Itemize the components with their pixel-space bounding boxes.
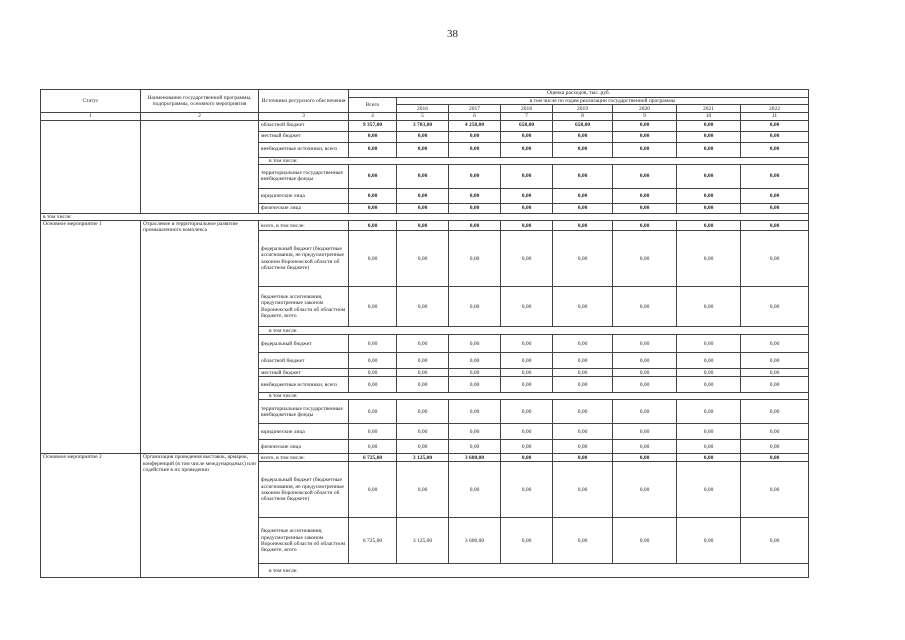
- row-value: 0,00: [613, 131, 677, 142]
- row-value: 0,00: [613, 120, 677, 131]
- row-value: 0,00: [501, 377, 553, 393]
- row-value: 0,00: [741, 287, 809, 327]
- in-that-number-label: в том числе:: [41, 213, 809, 220]
- row-value: 0,00: [349, 335, 397, 353]
- row-value: 0,00: [677, 353, 741, 369]
- row-source: всего, в том числе:: [259, 454, 349, 462]
- row-value: 0,00: [677, 369, 741, 377]
- row-value: 0,00: [553, 454, 613, 462]
- row-value: 0,00: [349, 221, 397, 231]
- row-value: 0,00: [613, 440, 677, 454]
- table-row: [41, 213, 809, 220]
- row-source: федеральный бюджет: [259, 335, 349, 353]
- column-number: 7: [501, 113, 553, 120]
- row-value: 0,00: [613, 231, 677, 287]
- measure2-status: Основное мероприятие 2: [41, 454, 141, 578]
- row-value: 0,00: [677, 424, 741, 440]
- column-number: 11: [741, 113, 809, 120]
- column-number: 8: [553, 113, 613, 120]
- row-value: 0,00: [501, 518, 553, 564]
- row-value: 0,00: [741, 440, 809, 454]
- row-value: 0,00: [741, 462, 809, 518]
- row-value: 0,00: [741, 164, 809, 188]
- row-value: 0,00: [677, 400, 741, 424]
- row-value: 0,00: [449, 231, 501, 287]
- row-value: 3 125,00: [397, 518, 449, 564]
- row-value: 0,00: [553, 287, 613, 327]
- row-source: территориальные государственные внебюджетные фонды: [259, 164, 349, 188]
- row-value: 0,00: [613, 454, 677, 462]
- row-value: 0,00: [349, 231, 397, 287]
- row-value: 0,00: [501, 424, 553, 440]
- table-row: [41, 221, 809, 231]
- budget-table: [40, 89, 809, 578]
- measure1-status: Основное мероприятие 1: [41, 221, 141, 454]
- header-by-years: в том числе по годам реализации государственной программы: [397, 98, 809, 105]
- row-value: 658,00: [501, 120, 553, 131]
- row-source: юридические лица: [259, 424, 349, 440]
- row-source: бюджетные ассигнования, предусмотренные законом Воронежской области об областном бюджете, всего: [259, 287, 349, 327]
- row-value: 0,00: [501, 400, 553, 424]
- row-value: 9 357,00: [349, 120, 397, 131]
- row-value: 0,00: [613, 518, 677, 564]
- row-value: 0,00: [349, 377, 397, 393]
- row-value: 0,00: [613, 369, 677, 377]
- row-value: 0,00: [741, 454, 809, 462]
- column-number: 3: [259, 113, 349, 120]
- row-value: 0,00: [397, 203, 449, 213]
- row-value: 0,00: [349, 164, 397, 188]
- header-year: 2016: [397, 105, 449, 113]
- row-source: в том числе:: [259, 157, 809, 164]
- row-value: 0,00: [613, 142, 677, 157]
- row-source: бюджетные ассигнования, предусмотренные законом Воронежской области об областном бюджете, всего: [259, 518, 349, 564]
- row-value: 3 600,00: [449, 454, 501, 462]
- row-value: 0,00: [741, 353, 809, 369]
- row-value: 0,00: [741, 231, 809, 287]
- row-value: 0,00: [349, 400, 397, 424]
- row-value: 0,00: [501, 142, 553, 157]
- row-value: 0,00: [677, 440, 741, 454]
- row-value: 0,00: [449, 424, 501, 440]
- status-cell-continued: [41, 120, 141, 213]
- header-year: 2019: [553, 105, 613, 113]
- measure2-name: Организация проведения выставок, ярмарок, конференций (в том числе международных) или содействие в их проведении: [141, 454, 259, 578]
- column-number: 9: [613, 113, 677, 120]
- row-value: 0,00: [397, 440, 449, 454]
- row-value: 0,00: [677, 462, 741, 518]
- row-value: 0,00: [741, 142, 809, 157]
- column-number: 1: [41, 113, 141, 120]
- row-value: 0,00: [553, 377, 613, 393]
- header-year: 2022: [741, 105, 809, 113]
- row-value: 0,00: [613, 335, 677, 353]
- row-value: 0,00: [349, 353, 397, 369]
- row-value: 0,00: [677, 120, 741, 131]
- row-value: 0,00: [501, 440, 553, 454]
- row-source: территориальные государственные внебюджетные фонды: [259, 400, 349, 424]
- row-value: 0,00: [613, 353, 677, 369]
- header-year: 2021: [677, 105, 741, 113]
- row-value: 0,00: [397, 142, 449, 157]
- row-value: 0,00: [449, 335, 501, 353]
- header-source: Источники ресурсного обеспечения: [259, 90, 349, 113]
- row-value: 0,00: [553, 518, 613, 564]
- row-value: 0,00: [397, 335, 449, 353]
- row-source: в том числе:: [259, 327, 809, 335]
- row-value: 0,00: [501, 203, 553, 213]
- row-source: местный бюджет: [259, 369, 349, 377]
- row-value: 0,00: [501, 335, 553, 353]
- row-value: 0,00: [677, 335, 741, 353]
- row-value: 0,00: [397, 231, 449, 287]
- row-value: 0,00: [741, 369, 809, 377]
- row-value: 0,00: [397, 424, 449, 440]
- row-value: 0,00: [613, 462, 677, 518]
- row-value: 0,00: [677, 188, 741, 203]
- row-value: 0,00: [349, 440, 397, 454]
- row-value: 0,00: [741, 335, 809, 353]
- row-value: 0,00: [677, 454, 741, 462]
- row-value: 0,00: [397, 369, 449, 377]
- row-value: 0,00: [553, 203, 613, 213]
- row-value: 0,00: [449, 188, 501, 203]
- header-year: 2018: [501, 105, 553, 113]
- row-value: 0,00: [449, 369, 501, 377]
- header-year: 2020: [613, 105, 677, 113]
- row-value: 0,00: [553, 231, 613, 287]
- row-value: 0,00: [741, 377, 809, 393]
- row-value: 0,00: [449, 440, 501, 454]
- header-total: Всего: [349, 98, 397, 113]
- row-value: 0,00: [501, 231, 553, 287]
- row-source: федеральный бюджет (бюджетные ассигнования, не предусмотренные законом Воронежской области об областном бюджете): [259, 462, 349, 518]
- row-value: 0,00: [349, 203, 397, 213]
- row-value: 0,00: [677, 231, 741, 287]
- table-row: [41, 454, 809, 462]
- row-value: 0,00: [741, 188, 809, 203]
- row-value: 0,00: [397, 462, 449, 518]
- column-number: 5: [397, 113, 449, 120]
- measure1-name: Отраслевое и территориальное развитие промышленного комплекса: [141, 221, 259, 454]
- row-source: всего, в том числе:: [259, 221, 349, 231]
- row-value: 0,00: [501, 221, 553, 231]
- row-value: 0,00: [553, 142, 613, 157]
- column-number: 10: [677, 113, 741, 120]
- row-value: 0,00: [677, 164, 741, 188]
- row-value: 0,00: [449, 400, 501, 424]
- row-value: 0,00: [501, 164, 553, 188]
- row-value: 0,00: [397, 221, 449, 231]
- row-value: 0,00: [449, 164, 501, 188]
- row-source: в том числе:: [259, 393, 809, 400]
- row-value: 0,00: [501, 369, 553, 377]
- row-source: юридические лица: [259, 188, 349, 203]
- header-name: Наименование государственной программы, подпрограммы, основного мероприятия: [141, 90, 259, 113]
- row-value: 0,00: [349, 188, 397, 203]
- row-value: 0,00: [677, 131, 741, 142]
- row-value: 0,00: [553, 462, 613, 518]
- row-value: 0,00: [553, 335, 613, 353]
- row-value: 0,00: [553, 188, 613, 203]
- page-number: 38: [447, 28, 458, 40]
- row-value: 0,00: [553, 221, 613, 231]
- row-value: 0,00: [613, 400, 677, 424]
- row-value: 0,00: [677, 518, 741, 564]
- row-value: 0,00: [397, 188, 449, 203]
- row-value: 0,00: [397, 353, 449, 369]
- row-value: 0,00: [613, 164, 677, 188]
- column-number: 6: [449, 113, 501, 120]
- row-value: 0,00: [741, 221, 809, 231]
- row-value: 3 125,00: [397, 454, 449, 462]
- row-value: 0,00: [397, 131, 449, 142]
- row-value: 0,00: [741, 400, 809, 424]
- row-value: 0,00: [613, 287, 677, 327]
- row-source: областной бюджет: [259, 120, 349, 131]
- row-value: 0,00: [741, 518, 809, 564]
- row-value: 0,00: [397, 400, 449, 424]
- column-number: 4: [349, 113, 397, 120]
- header-year: 2017: [449, 105, 501, 113]
- row-value: 0,00: [741, 131, 809, 142]
- row-value: 0,00: [349, 424, 397, 440]
- row-value: 0,00: [553, 440, 613, 454]
- row-value: 0,00: [553, 400, 613, 424]
- row-value: 0,00: [501, 353, 553, 369]
- row-value: 0,00: [449, 142, 501, 157]
- name-cell-continued: [141, 120, 259, 213]
- row-value: 0,00: [553, 369, 613, 377]
- row-value: 0,00: [501, 454, 553, 462]
- row-value: 0,00: [501, 462, 553, 518]
- row-value: 658,00: [553, 120, 613, 131]
- row-value: 0,00: [349, 369, 397, 377]
- row-value: 0,00: [449, 221, 501, 231]
- row-value: 0,00: [741, 424, 809, 440]
- row-value: 6 725,00: [349, 518, 397, 564]
- row-value: 0,00: [677, 377, 741, 393]
- row-value: 0,00: [501, 188, 553, 203]
- row-value: 0,00: [449, 353, 501, 369]
- row-value: 0,00: [553, 131, 613, 142]
- row-value: 0,00: [677, 287, 741, 327]
- row-value: 0,00: [449, 287, 501, 327]
- row-value: 0,00: [677, 221, 741, 231]
- row-value: 0,00: [449, 377, 501, 393]
- row-value: 0,00: [613, 188, 677, 203]
- row-value: 0,00: [349, 142, 397, 157]
- row-source: физические лица: [259, 203, 349, 213]
- row-value: 0,00: [677, 203, 741, 213]
- row-value: 0,00: [553, 164, 613, 188]
- row-value: 3 600,00: [449, 518, 501, 564]
- row-value: 0,00: [613, 424, 677, 440]
- row-source: в том числе:: [259, 564, 809, 578]
- row-value: 0,00: [613, 221, 677, 231]
- row-value: 0,00: [349, 131, 397, 142]
- row-value: 0,00: [501, 287, 553, 327]
- row-value: 0,00: [553, 424, 613, 440]
- row-value: 0,00: [449, 131, 501, 142]
- row-value: 6 725,00: [349, 454, 397, 462]
- row-value: 0,00: [397, 377, 449, 393]
- row-value: 0,00: [397, 287, 449, 327]
- column-number: 2: [141, 113, 259, 120]
- row-value: 0,00: [449, 203, 501, 213]
- row-value: 0,00: [613, 377, 677, 393]
- row-source: внебюджетные источники, всего: [259, 142, 349, 157]
- row-value: 4 258,00: [449, 120, 501, 131]
- row-value: 0,00: [449, 462, 501, 518]
- row-value: 0,00: [741, 203, 809, 213]
- row-value: 0,00: [349, 462, 397, 518]
- header-estimate: Оценка расходов, тыс. руб.: [349, 90, 809, 98]
- row-source: физические лица: [259, 440, 349, 454]
- header-status: Статус: [41, 90, 141, 113]
- row-value: 0,00: [613, 203, 677, 213]
- row-source: федеральный бюджет (бюджетные ассигнования, не предусмотренные законом Воронежской области об областном бюджете): [259, 231, 349, 287]
- row-value: 0,00: [553, 353, 613, 369]
- row-value: 0,00: [741, 120, 809, 131]
- row-source: внебюджетные источники, всего: [259, 377, 349, 393]
- row-value: 0,00: [349, 287, 397, 327]
- row-source: областной бюджет: [259, 353, 349, 369]
- row-value: 0,00: [677, 142, 741, 157]
- row-value: 0,00: [501, 131, 553, 142]
- row-source: местный бюджет: [259, 131, 349, 142]
- row-value: 0,00: [397, 164, 449, 188]
- table-row: [41, 120, 809, 131]
- row-value: 3 783,00: [397, 120, 449, 131]
